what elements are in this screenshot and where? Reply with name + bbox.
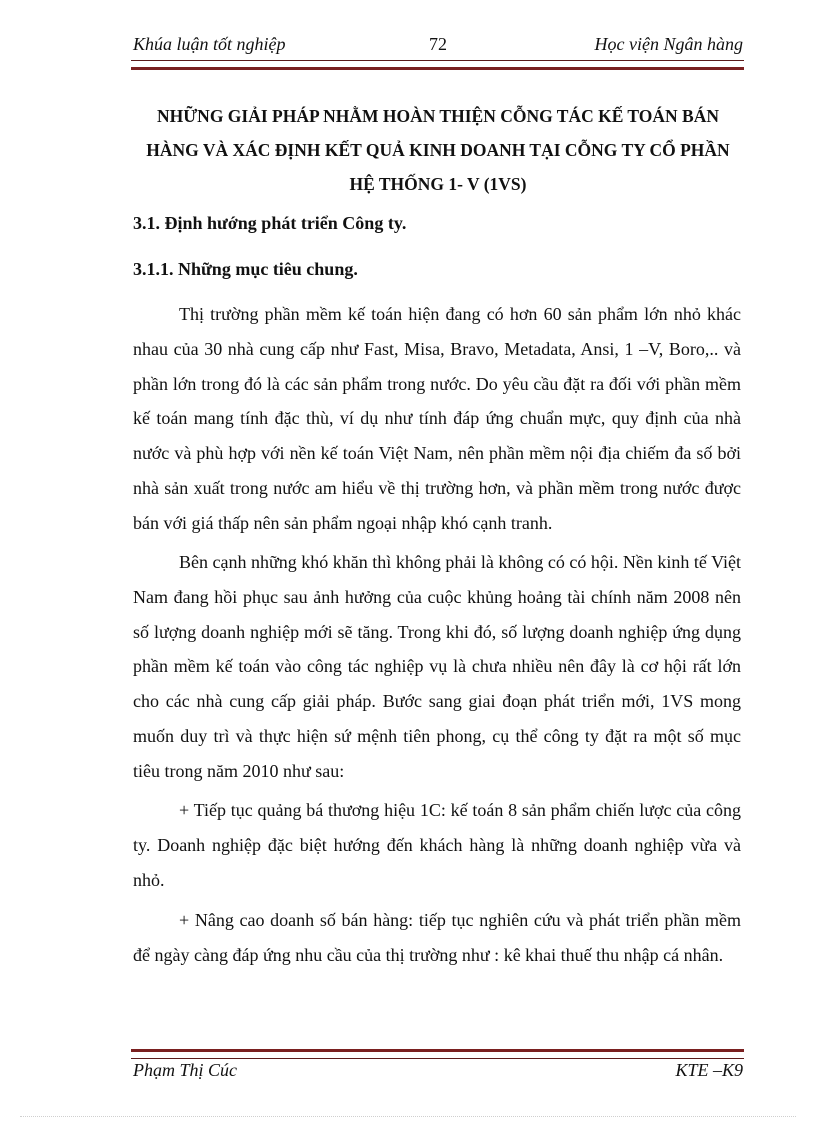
subsection-heading: 3.1.1. Những mục tiêu chung. [133, 259, 358, 279]
page-number: 72 [429, 34, 447, 54]
header-thesis-label: Khúa luận tốt nghiệp [133, 34, 286, 54]
header-divider [131, 60, 744, 70]
footer-divider [131, 1049, 744, 1059]
page-footer [133, 1060, 743, 1086]
footer-class-code: KTE –K9 [675, 1060, 743, 1080]
body-paragraph: Bên cạnh những khó khăn thì không phải là không có có hội. Nền kinh tế Việt Nam đang hồi phục sau ảnh hưởng của cuộc khủng hoảng tài chính năm 2008 nên số lượng doanh nghiệp mới sẽ tăng. Trong khi đó, số lượng doanh nghiệp ứng dụng phần mềm kế toán vào công tác nghiệp vụ là chưa nhiều nên đây là cơ hội rất lớn cho các nhà cung cấp giải pháp. Bước sang giai đoạn phát triển mới, 1VS mong muốn duy trì và thực hiện sứ mệnh tiên phong, cụ thể công ty đặt ra một số mục tiêu trong năm 2010 như sau: [133, 552, 741, 781]
header-institution: Học viện Ngân hàng [594, 34, 743, 54]
bullet-paragraph: + Tiếp tục quảng bá thương hiệu 1C: kế toán 8 sản phẩm chiến lược của công ty. Doanh nghiệp đặc biệt hướng đến khách hàng là những doanh nghiệp vừa và nhỏ. [133, 800, 741, 890]
footer-author: Phạm Thị Cúc [133, 1060, 238, 1080]
page-edge-divider [20, 1116, 796, 1117]
chapter-title: NHỮNG GIẢI PHÁP NHẰM HOÀN THIỆN CỖNG TÁC KẾ TOÁN BÁN HÀNG VÀ XÁC ĐỊNH KẾT QUẢ KINH DOANH TẠI CỖNG TY CỔ PHẦN HỆ THỐNG 1- V (1VS) [146, 106, 730, 194]
bullet-paragraph: + Nâng cao doanh số bán hàng: tiếp tục nghiên cứu và phát triển phần mềm để ngày càng đáp ứng nhu cầu của thị trường như : kê khai thuế thu nhập cá nhân. [133, 910, 741, 965]
page-header [133, 34, 743, 60]
section-heading: 3.1. Định hướng phát triển Công ty. [133, 213, 407, 233]
body-paragraph: Thị trường phần mềm kế toán hiện đang có hơn 60 sản phẩm lớn nhỏ khác nhau của 30 nhà cung cấp như Fast, Misa, Bravo, Metadata, Ansi, 1 –V, Boro,.. và phần lớn trong đó là các sản phẩm trong nước. Do yêu cầu đặt ra đối với phần mềm kế toán mang tính đặc thù, ví dụ như tính đáp ứng chuẩn mực, quy định của nhà nước và phù hợp với nền kế toán Việt Nam, nên phần mềm nội địa chiếm đa số bởi nhà sản xuất trong nước am hiểu về thị trường hơn, và phần mềm trong nước được bán với giá thấp nên sản phẩm ngoại nhập khó cạnh tranh. [133, 304, 741, 533]
